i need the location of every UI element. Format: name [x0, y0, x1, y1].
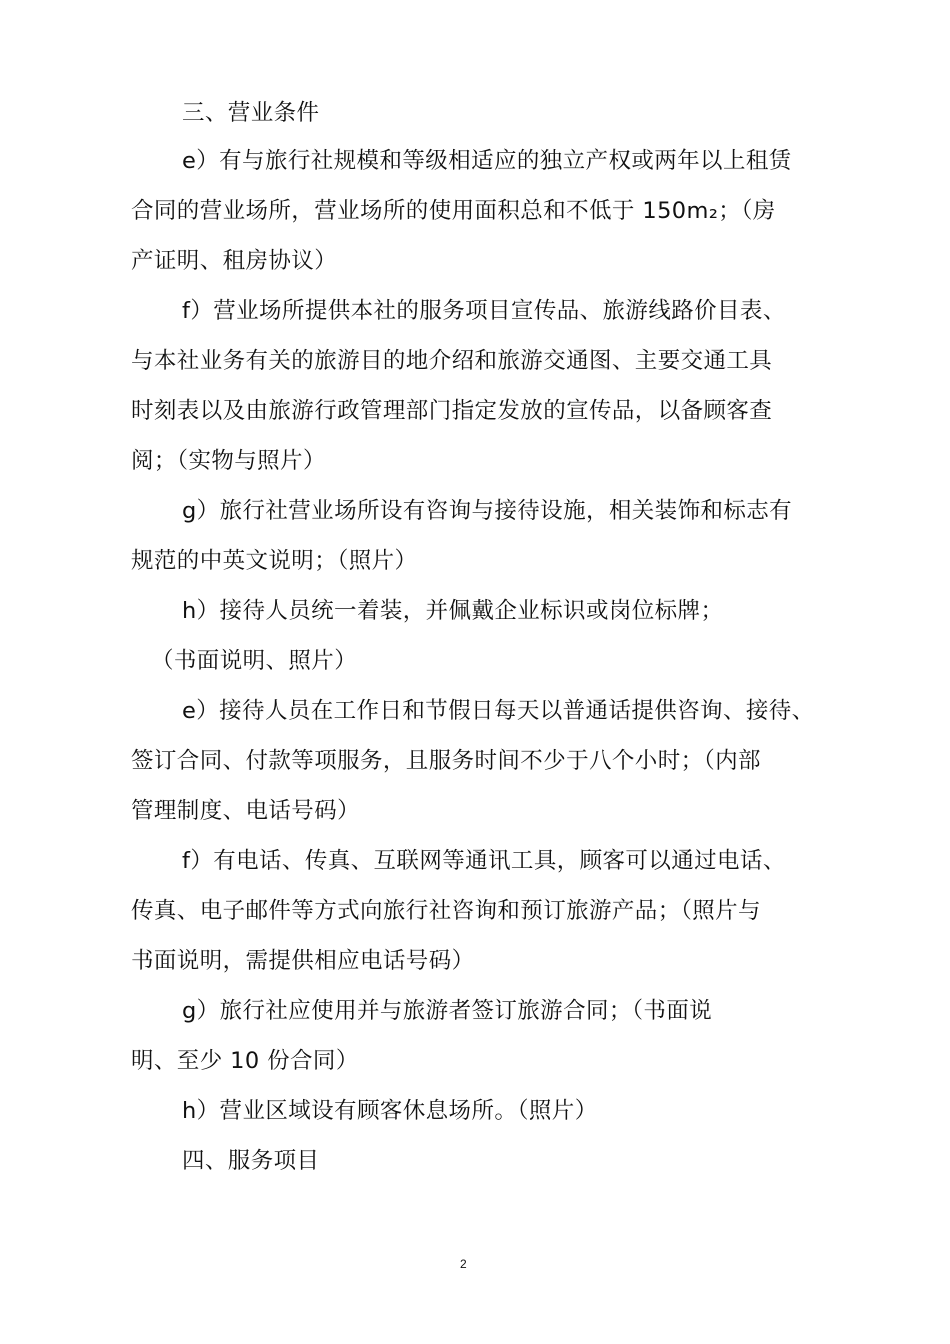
paragraph-line: （书面说明、照片）: [151, 648, 358, 674]
paragraph-line: 产证明、租房协议）: [131, 248, 338, 274]
paragraph-line: 合同的营业场所，营业场所的使用面积总和不低于 150m₂；（房: [131, 198, 776, 224]
paragraph-line: h）接待人员统一着装，并佩戴企业标识或岗位标牌；: [182, 598, 724, 624]
paragraph-line: 签订合同、付款等项服务，且服务时间不少于八个小时；（内部: [131, 748, 761, 774]
page-number: 2: [460, 1257, 467, 1271]
paragraph-line: 阅；（实物与照片）: [131, 448, 326, 474]
paragraph-line: 与本社业务有关的旅游目的地介绍和旅游交通图、主要交通工具: [131, 348, 773, 374]
paragraph-line: 传真、电子邮件等方式向旅行社咨询和预订旅游产品；（照片与: [131, 898, 761, 924]
paragraph-line: f）有电话、传真、互联网等通讯工具，顾客可以通过电话、: [182, 848, 786, 874]
paragraph-line: e）接待人员在工作日和节假日每天以普通话提供咨询、接待、: [182, 698, 815, 724]
paragraph-line: 规范的中英文说明；（照片）: [131, 548, 418, 574]
paragraph-line: e）有与旅行社规模和等级相适应的独立产权或两年以上租赁: [182, 148, 792, 174]
paragraph-line: 管理制度、电话号码）: [131, 798, 361, 824]
paragraph-line: g）旅行社营业场所设有咨询与接待设施，相关装饰和标志有: [182, 498, 793, 524]
section-heading-service-items: 四、服务项目: [182, 1148, 320, 1174]
paragraph-line: 书面说明，需提供相应电话号码）: [131, 948, 475, 974]
paragraph-line: 时刻表以及由旅游行政管理部门指定发放的宣传品，以备顾客查: [131, 398, 773, 424]
paragraph-line: f）营业场所提供本社的服务项目宣传品、旅游线路价目表、: [182, 298, 786, 324]
paragraph-line: 明、至少 10 份合同）: [131, 1048, 359, 1074]
paragraph-line: h）营业区域设有顾客休息场所。（照片）: [182, 1098, 598, 1124]
section-heading-business-conditions: 三、营业条件: [182, 100, 320, 126]
paragraph-line: g）旅行社应使用并与旅游者签订旅游合同；（书面说: [182, 998, 713, 1024]
